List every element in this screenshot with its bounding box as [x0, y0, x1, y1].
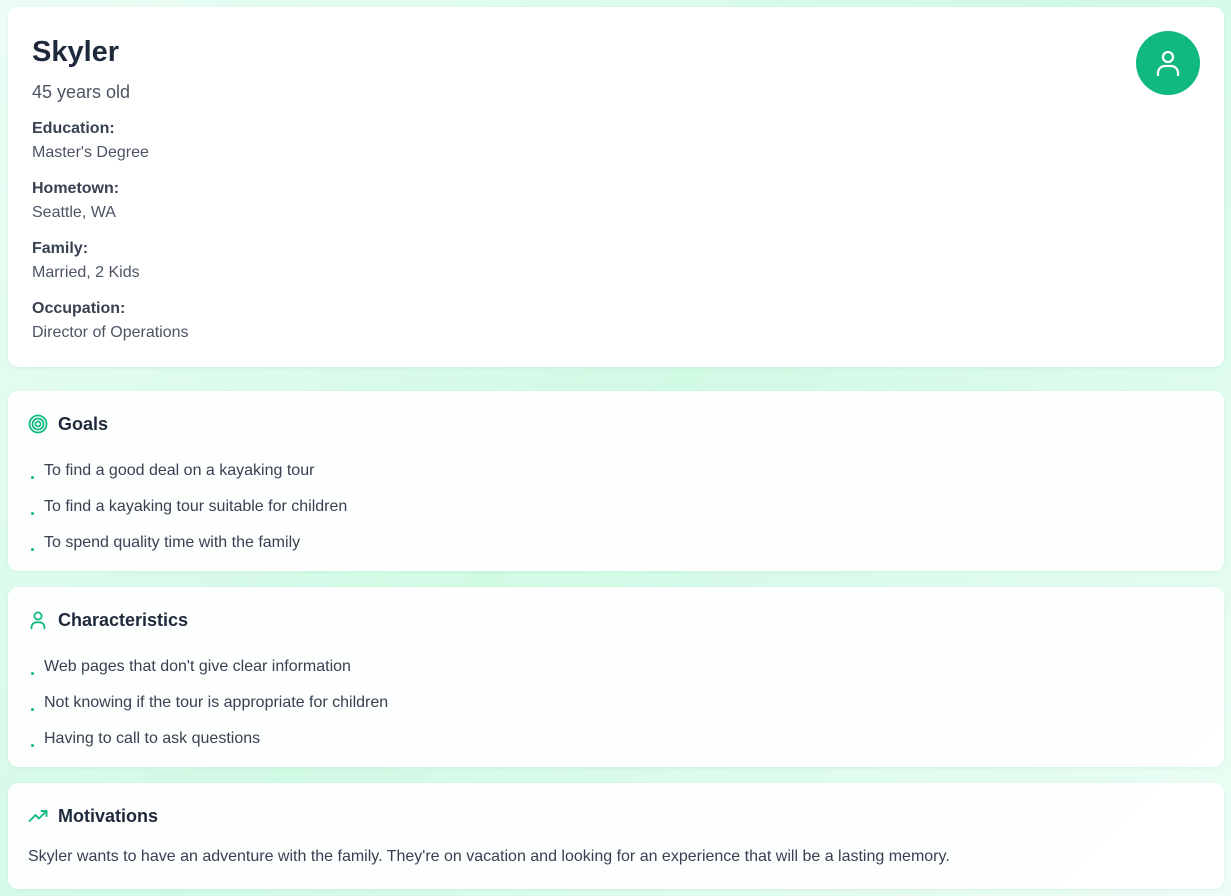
- motivation-text: Skyler wants to have an adventure with the family. They're on vacation and looking for an experience that will be a lasting memory.: [28, 848, 950, 865]
- characteristics-header: [28, 609, 188, 631]
- goal-text: To find a good deal on a kayaking tour: [44, 462, 315, 479]
- bullet-icon: [31, 548, 34, 551]
- hometown-label: Hometown:: [32, 180, 120, 197]
- goal-text: To spend quality time with the family: [44, 534, 301, 551]
- list-item: [28, 721, 388, 757]
- motivations-title: Motivations: [58, 806, 159, 826]
- family-label: Family:: [32, 240, 89, 257]
- bullet-icon: [31, 708, 34, 711]
- user-icon: [1155, 49, 1181, 77]
- bullet-icon: [31, 476, 34, 479]
- education-label: Education:: [32, 120, 115, 137]
- occupation-label: Occupation:: [32, 300, 126, 317]
- hometown-field: [32, 179, 119, 223]
- motivations-header: [28, 805, 158, 827]
- characteristics-list: [28, 649, 388, 757]
- education-field: [32, 119, 149, 163]
- bullet-icon: [31, 744, 34, 747]
- occupation-field: [32, 299, 189, 343]
- education-value: Master's Degree: [32, 144, 149, 161]
- list-item: [28, 685, 388, 721]
- characteristic-text: Not knowing if the tour is appropriate for children: [44, 694, 389, 711]
- family-field: [32, 239, 140, 283]
- list-item: [28, 489, 347, 525]
- persona-name: Skyler: [32, 36, 120, 68]
- goals-list: [28, 453, 347, 561]
- hometown-value: Seattle, WA: [32, 204, 116, 221]
- list-item: [28, 649, 388, 685]
- occupation-value: Director of Operations: [32, 324, 189, 341]
- characteristics-title: Characteristics: [58, 610, 189, 630]
- goals-title: Goals: [58, 414, 109, 434]
- goal-text: To find a kayaking tour suitable for children: [44, 498, 348, 515]
- persona-age: 45 years old: [32, 82, 131, 102]
- bullet-icon: [31, 512, 34, 515]
- target-icon: [28, 414, 48, 434]
- user-icon: [28, 610, 48, 630]
- list-item: [28, 453, 347, 489]
- profile-card: [8, 7, 1224, 367]
- trending-up-icon: [28, 806, 48, 826]
- characteristics-card: [8, 587, 1224, 767]
- list-item: [28, 525, 347, 561]
- goals-card: [8, 391, 1224, 571]
- characteristic-text: Having to call to ask questions: [44, 730, 261, 747]
- family-value: Married, 2 Kids: [32, 264, 140, 281]
- bullet-icon: [31, 672, 34, 675]
- goals-header: [28, 413, 108, 435]
- avatar: [1136, 31, 1200, 95]
- characteristic-text: Web pages that don't give clear information: [44, 658, 351, 675]
- motivations-card: [8, 783, 1224, 889]
